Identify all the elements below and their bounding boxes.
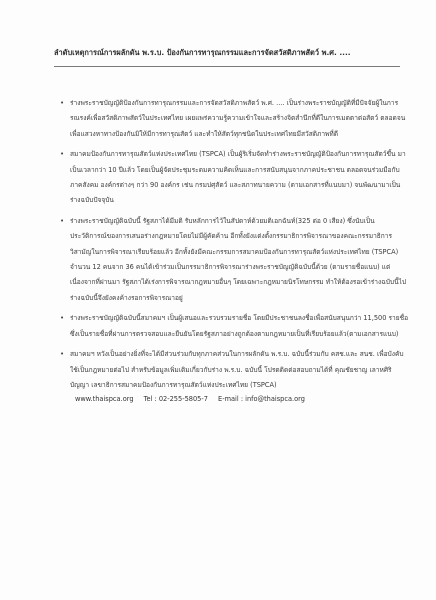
bullet-icon: • <box>60 99 65 107</box>
list-item-text: สมาคมฯ หวังเป็นอย่างยิ่งที่จะได้มีส่วนร่วมกับทุกภาคส่วนในการผลักดัน พ.ร.บ. ฉบับนี้ร่วมกับ คสช.และ สนช. เพื่อบังคับใช้เป็นกฎหมายต่อไป สำหรับข้อมูลเพิ่มเติมเกี่ยวกับร่าง พ.ร.บ. ฉบับนี้ โปรดติดต่อสอบถามได้ที่ คุณชัยชาญ เลาหศิริบัญญา เลขาธิการสมาคมป้องกันการทารุณสัตว์แห่งประเทศไทย (TSPCA) <box>70 350 404 389</box>
phone-number: Tel : 02-255-5805-7 <box>143 395 208 403</box>
contact-footer <box>75 394 375 404</box>
list-item <box>60 347 410 393</box>
list-item <box>60 311 410 342</box>
website-link[interactable]: www.thaispca.org <box>75 395 134 403</box>
bullet-icon: • <box>60 314 65 323</box>
document-title: ลำดับเหตุการณ์การผลักดัน พ.ร.บ. ป้องกันการทารุณกรรมและการจัดสวัสดิภาพสัตว์ พ.ศ. .... <box>54 48 351 57</box>
bullet-icon: • <box>60 216 65 225</box>
list-item-text: ร่างพระราชบัญญัติฉบับนี้ รัฐสภาได้มีมติ รับหลักการไว้ในสัปดาห์ด้วยมติเอกฉันท์(325 ต่อ 0 เสียง) ซึ่งนับเป็นประวัติการณ์ของการเสนอร่างกฎหมายโดยไม่มีผู้คัดค้าน อีกทั้งยังแต่งตั้งกรรมาธิการพิจารณาของคณะกรรมาธิการวิสามัญในการพิจารณาเรียบร้อยแล้ว อีกทั้งยังมีคณะกรรมการสมาคมป้องกันการทารุณสัตว์แห่งประเทศไทย (TSPCA) จำนวน 12 คนจาก 36 คนได้เข้าร่วมเป็นกรรมาธิการพิจารณาร่างพระราชบัญญัติฉบับนี้ด้วย (ตามรายชื่อแนบ) แต่เนื่องจากที่ผ่านมา รัฐสภาได้เร่งการพิจารณากฎหมายอื่นๆ โดยเฉพาะกฎหมายนิรโทษกรรม ทำให้ต้องรอเข้าร่างฉบับนี้ไป ร่างฉบับนี้จึงยังคงค้างรอการพิจารณาอยู่ <box>70 216 407 302</box>
bullet-icon: • <box>60 350 65 359</box>
list-item <box>60 214 410 306</box>
list-item-text: สมาคมป้องกันการทารุณสัตว์แห่งประเทศไทย (TSPCA) เป็นผู้ริเริ่มจัดทำร่างพระราชบัญญัติป้องกันการทารุณสัตว์ขึ้น มาเป็นเวลากว่า 10 ปีแล้ว โดยเป็นผู้จัดประชุมระดมความคิดเห็นและการสนับสนุนจากภาคประชาชน ตลอดจนร่วมมือกับภาคสังคม องค์กรต่างๆ กว่า 90 องค์กร เช่น กรมปศุสัตว์ และสภาทนายความ (ตามเอกสารที่แนบมา) จนพัฒนามาเป็นร่างฉบับปัจจุบัน <box>70 150 406 205</box>
title-divider <box>54 66 400 67</box>
list-item-text: ร่างพระราชบัญญัติฉบับนี้สมาคมฯ เป็นผู้เสนอและรวบรวมรายชื่อ โดยมีประชาชนลงชื่อเพื่อสนับสนุนกว่า 11,500 รายชื่อ ซึ่งเป็นรายชื่อที่ผ่านการตรวจสอบและยืนยันโดยรัฐสภาอย่างถูกต้องตามกฎหมายเป็นที่เรียบร้อยแล้ว(ตามเอกสารแนบ) <box>70 314 409 338</box>
email-address[interactable]: E-mail : info@thaispca.org <box>218 395 305 403</box>
event-list <box>60 96 410 398</box>
bullet-icon: • <box>60 150 65 159</box>
list-item <box>60 96 410 142</box>
list-item-text: ร่างพระราชบัญญัติป้องกันการทารุณกรรมและการจัดสวัสดิภาพสัตว์ พ.ศ. .... เป็นร่างพระราชบัญญัติที่มีปัจจัยผู้ในการรณรงค์เพื่อสวัสดิภาพสัตว์ในประเทศไทย เผยแพร่ความรู้ความเข้าใจและสร้างจิตสำนึกที่ดีในการเมตตาต่อสัตว์ ตลอดจนเพื่อแสวงหาทางป้องกันมิให้มีการทารุณสัตว์ และทำให้สัตว์ทุกชนิดในประเทศไทยมีสวัสดิภาพที่ดี <box>70 99 406 138</box>
list-item <box>60 147 410 209</box>
